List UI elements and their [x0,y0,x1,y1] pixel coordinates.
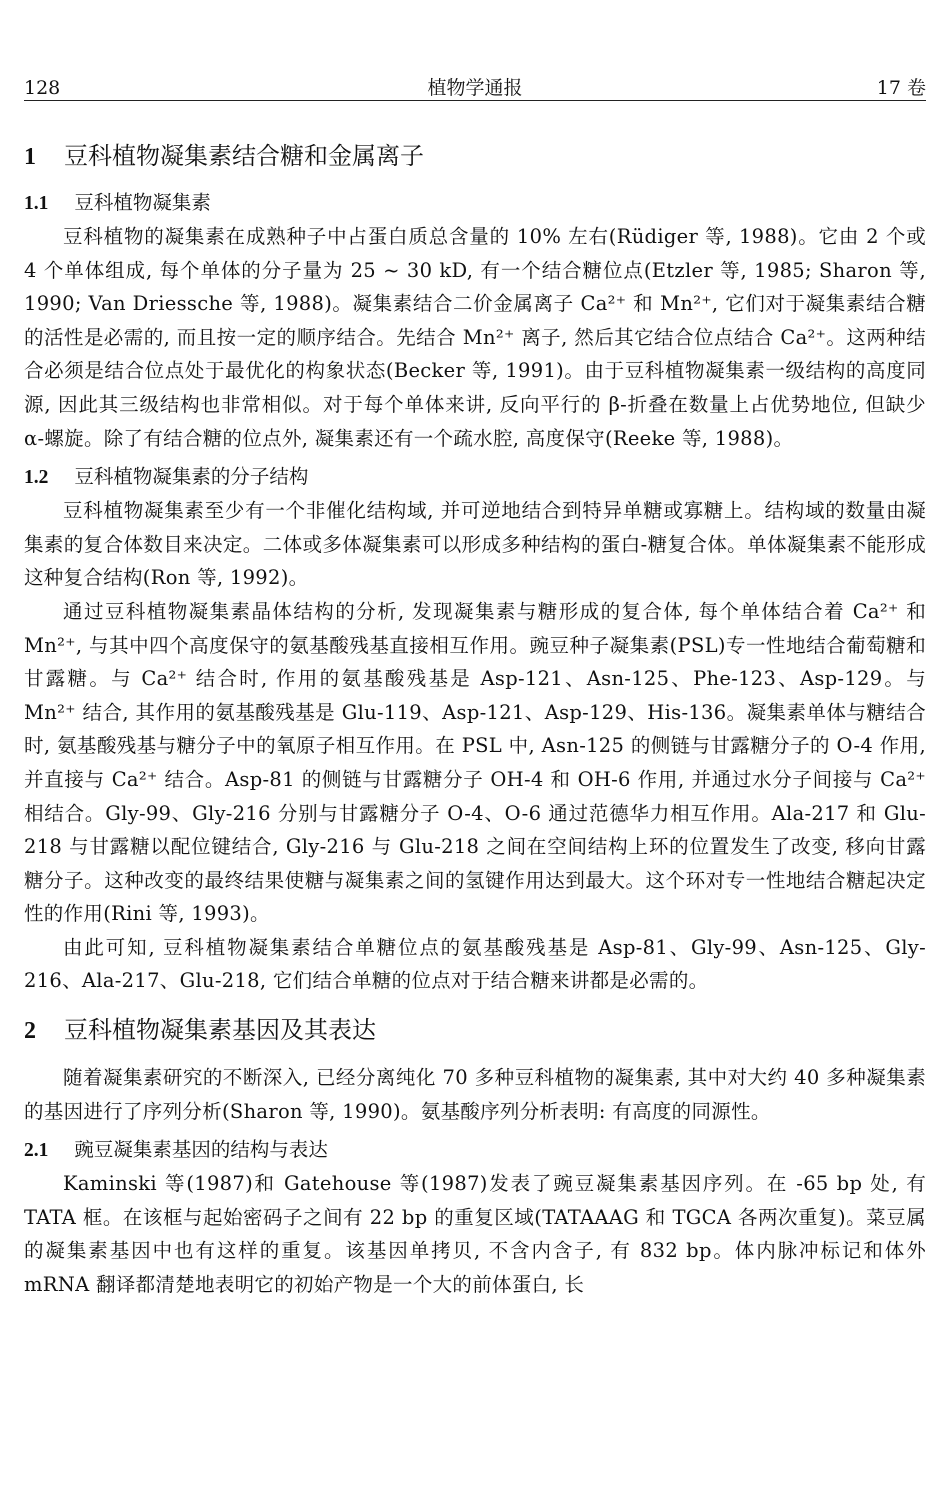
paragraph: 豆科植物凝集素至少有一个非催化结构域, 并可逆地结合到特异单糖或寡糖上。结构域的数量由凝集素的复合体数目来决定。二体或多体凝集素可以形成多种结构的蛋白-糖复合体。单体凝集素不能形成这种复合结构(Ron 等, 1992)。 [24,499,926,590]
paragraph: 豆科植物的凝集素在成熟种子中占蛋白质总含量的 10% 左右(Rüdiger 等, 1988)。它由 2 个或 4 个单体组成, 每个单体的分子量为 25 ~ 30 kD, 有一个结合糖位点(Etzler 等, 1985; Sharon 等, 1990; Van Driessche 等, 1988)。凝集素结合二价金属离子 Ca²⁺ 和 Mn²⁺, 它们对于凝集素结合糖的活性是必需的, 而且按一定的顺序结合。先结合 Mn²⁺ 离子, 然后其它结合位点结合 Ca²⁺。这两种结合必须是结合位点处于最优化的构象状态(Becker 等, 1991)。由于豆科植物凝集素一级结构的高度同源, 因此其三级结构也非常相似。对于每个单体来讲, 反向平行的 β-折叠在数量上占优势地位, 但缺少 α-螺旋。除了有结合糖的位点外, 凝集素还有一个疏水腔, 高度保守(Reeke 等, 1988)。 [24,225,926,450]
section-title: 豆科植物凝集素基因及其表达 [64,1016,376,1045]
running-header [24,70,926,101]
journal-title: 植物学通报 [427,77,523,99]
volume-label: 17 卷 [876,77,926,99]
subsection-number: 1.1 [24,193,49,214]
paragraph: 由此可知, 豆科植物凝集素结合单糖位点的氨基酸残基是 Asp-81、Gly-99、Asn-125、Gly-216、Ala-217、Glu-218, 它们结合单糖的位点对于结合糖来讲都是必需的。 [24,935,926,993]
subsection-1-2-heading [24,461,926,494]
section-2-heading [24,1014,926,1047]
subsection-number: 2.1 [24,1140,49,1162]
page-number: 128 [24,77,61,99]
section-number: 1 [24,144,36,170]
subsection-1-1-heading [24,187,926,220]
subsection-title: 豌豆凝集素基因的结构与表达 [74,1138,328,1162]
subsection-number: 1.2 [24,467,49,489]
article-body [24,128,926,1302]
section-number: 2 [24,1018,36,1045]
subsection-title: 豆科植物凝集素 [74,191,211,214]
subsection-title: 豆科植物凝集素的分子结构 [74,465,309,489]
section-title: 豆科植物凝集素结合糖和金属离子 [64,142,424,170]
paragraph: 通过豆科植物凝集素晶体结构的分析, 发现凝集素与糖形成的复合体, 每个单体结合着 Ca²⁺ 和 Mn²⁺, 与其中四个高度保守的氨基酸残基直接相互作用。豌豆种子凝集素(PSL)专一性地结合葡萄糖和甘露糖。与 Ca²⁺ 结合时, 作用的氨基酸残基是 Asp-121、Asn-125、Phe-123、Asp-129。与 Mn²⁺ 结合, 其作用的氨基酸残基是 Glu-119、Asp-121、Asp-129、His-136。凝集素单体与糖结合时, 氨基酸残基与糖分子中的氧原子相互作用。在 PSL 中, Asn-125 的侧链与甘露糖分子的 O-4 作用, 并直接与 Ca²⁺ 结合。Asp-81 的侧链与甘露糖分子 OH-4 和 OH-6 作用, 并通过水分子间接与 Ca²⁺ 相结合。Gly-99、Gly-216 分别与甘露糖分子 O-4、O-6 通过范德华力相互作用。Ala-217 和 Glu-218 与甘露糖以配位键结合, Gly-216 与 Glu-218 之间在空间结构上环的位置发生了改变, 移向甘露糖分子。这种改变的最终结果使糖与凝集素之间的氢键作用达到最大。这个环对专一性地结合糖起决定性的作用(Rini 等, 1993)。 [24,599,926,926]
subsection-2-1-heading [24,1134,926,1167]
section-1-heading [24,140,926,173]
paragraph: Kaminski 等(1987)和 Gatehouse 等(1987)发表了豌豆凝集素基因序列。在 -65 bp 处, 有 TATA 框。在该框与起始密码子之间有 22 bp 的重复区域(TATAAAG 和 TGCA 各两次重复)。菜豆属的凝集素基因中也有这样的重复。该基因单拷贝, 不含内含子, 有 832 bp。体内脉冲标记和体外 mRNA 翻译都清楚地表明它的初始产物是一个大的前体蛋白, 长 [24,1172,926,1297]
paragraph: 随着凝集素研究的不断深入, 已经分离纯化 70 多种豆科植物的凝集素, 其中对大约 40 多种凝集素的基因进行了序列分析(Sharon 等, 1990)。氨基酸序列分析表明: 有高度的同源性。 [24,1066,926,1123]
